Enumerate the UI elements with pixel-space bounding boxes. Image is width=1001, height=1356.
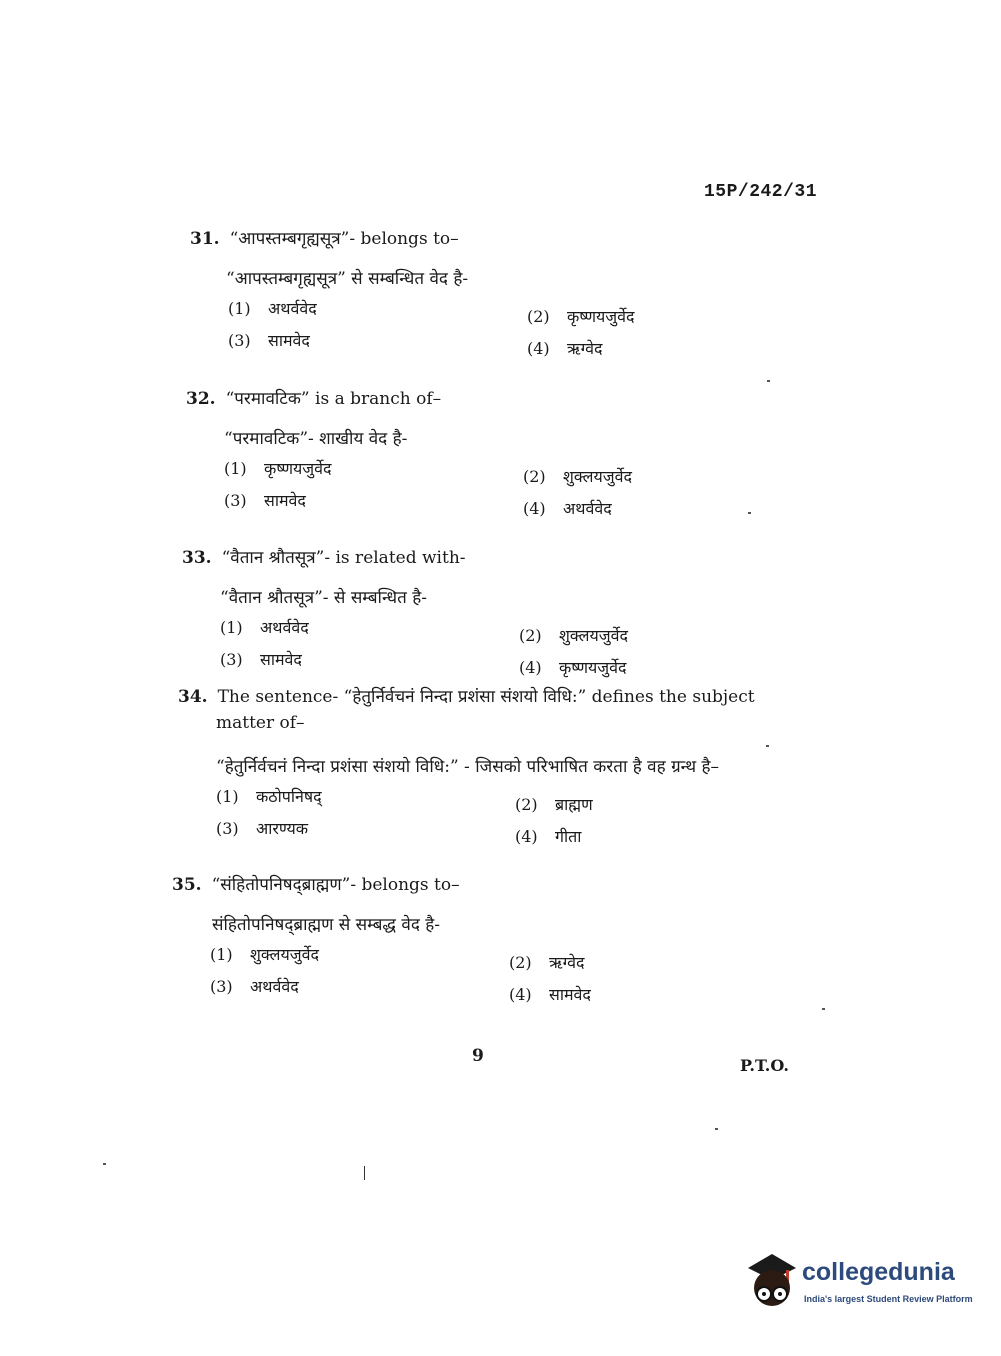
question-number: 32. <box>186 389 216 409</box>
question-text-hindi: “हेतुर्निर्वचनं निन्दा प्रशंसा संशयो विधि:” - जिसको परिभाषित करता है वह ग्रन्थ है– <box>216 757 719 777</box>
option-2 <box>515 793 593 815</box>
question-33 <box>182 545 832 680</box>
question-text-english: “परमावटिक” is a branch of– <box>225 389 442 409</box>
option-text: शुक्लयजुर्वेद <box>250 945 319 964</box>
option-text: कृष्णयजुर्वेद <box>567 307 635 326</box>
question-number: 33. <box>182 548 212 568</box>
option-1 <box>220 616 309 638</box>
page-number: 9 <box>472 1046 484 1066</box>
question-text-hindi: संहितोपनिषद्ब्राह्मण से सम्बद्ध वेद है- <box>212 915 441 935</box>
option-number: (3) <box>216 819 239 838</box>
option-text: सामवेद <box>549 985 591 1004</box>
question-text-english: “आपस्तम्बगृह्यसूत्र”- belongs to– <box>229 229 459 249</box>
option-3 <box>210 975 299 997</box>
question-text-hindi: “वैतान श्रौतसूत्र”- से सम्बन्धित है- <box>220 588 427 608</box>
scan-speck <box>715 1128 718 1130</box>
option-1 <box>228 297 317 319</box>
option-number: (4) <box>527 339 550 358</box>
option-4 <box>519 656 627 678</box>
option-3 <box>224 489 306 511</box>
question-number: 35. <box>172 875 202 895</box>
question-english <box>172 872 822 898</box>
option-number: (3) <box>210 977 233 996</box>
question-text-hindi: “परमावटिक”- शाखीय वेद है- <box>224 429 408 449</box>
question-text-hindi: “आपस्तम्बगृह्यसूत्र” से सम्बन्धित वेद है- <box>226 269 469 289</box>
question-35 <box>172 872 822 1007</box>
option-4 <box>515 825 581 847</box>
option-1 <box>224 457 332 479</box>
option-number: (2) <box>527 307 550 326</box>
brand-name: collegedunia <box>802 1258 955 1286</box>
options-list <box>178 785 808 849</box>
question-english <box>182 545 832 571</box>
option-number: (1) <box>210 945 233 964</box>
option-2 <box>509 951 585 973</box>
option-text: ऋग्वेद <box>549 953 585 972</box>
question-english <box>190 226 840 252</box>
option-2 <box>523 465 632 487</box>
option-number: (1) <box>216 787 239 806</box>
paper-code: 15P/242/31 <box>704 182 818 202</box>
question-number: 31. <box>190 229 220 249</box>
question-text-english: “वैतान श्रौतसूत्र”- is related with- <box>221 548 466 568</box>
option-number: (2) <box>523 467 546 486</box>
option-text: अथर्ववेद <box>563 499 612 518</box>
option-number: (1) <box>228 299 251 318</box>
scan-speck <box>822 1008 825 1010</box>
option-text: ब्राह्मण <box>555 795 593 814</box>
option-3 <box>220 648 302 670</box>
option-4 <box>527 337 603 359</box>
option-number: (2) <box>515 795 538 814</box>
brand-tagline: India's largest Student Review Platform <box>804 1294 973 1304</box>
option-text: सामवेद <box>264 491 306 510</box>
option-text: शुक्लयजुर्वेद <box>563 467 632 486</box>
scan-speck <box>766 745 769 747</box>
option-number: (1) <box>224 459 247 478</box>
options-list <box>182 616 832 680</box>
option-text: कृष्णयजुर्वेद <box>559 658 627 677</box>
option-number: (4) <box>509 985 532 1004</box>
mascot-icon <box>742 1248 800 1310</box>
options-list <box>186 457 836 521</box>
option-2 <box>527 305 635 327</box>
option-number: (3) <box>224 491 247 510</box>
option-3 <box>216 817 308 839</box>
option-number: (2) <box>509 953 532 972</box>
option-text: ऋग्वेद <box>567 339 603 358</box>
option-text: गीता <box>555 827 582 846</box>
option-4 <box>523 497 612 519</box>
question-english <box>178 684 808 736</box>
question-number: 34. <box>178 687 208 707</box>
option-4 <box>509 983 591 1005</box>
option-1 <box>216 785 322 807</box>
option-text: सामवेद <box>260 650 302 669</box>
option-text: अथर्ववेद <box>250 977 299 996</box>
option-text: शुक्लयजुर्वेद <box>559 626 628 645</box>
scan-speck <box>767 380 770 382</box>
option-text: कठोपनिषद् <box>256 787 322 806</box>
option-text: अथर्ववेद <box>268 299 317 318</box>
scan-mark <box>364 1166 365 1180</box>
option-text: कृष्णयजुर्वेद <box>264 459 332 478</box>
collegedunia-logo <box>742 1248 973 1314</box>
option-2 <box>519 624 628 646</box>
option-number: (3) <box>228 331 251 350</box>
options-list <box>190 297 840 361</box>
option-number: (4) <box>515 827 538 846</box>
question-english <box>186 386 836 412</box>
question-32 <box>186 386 836 521</box>
option-number: (4) <box>519 658 542 677</box>
question-text-english: “संहितोपनिषद्ब्राह्मण”- belongs to– <box>211 875 460 895</box>
option-3 <box>228 329 310 351</box>
option-text: सामवेद <box>268 331 310 350</box>
option-number: (3) <box>220 650 243 669</box>
scan-speck <box>103 1163 106 1165</box>
options-list <box>172 943 822 1007</box>
option-text: आरण्यक <box>256 819 309 838</box>
pto-label: P.T.O. <box>740 1056 789 1075</box>
option-text: अथर्ववेद <box>260 618 309 637</box>
option-number: (2) <box>519 626 542 645</box>
option-1 <box>210 943 319 965</box>
question-text-english: The sentence- “हेतुर्निर्वचनं निन्दा प्रशंसा संशयो विधि:” defines the subject matter of– <box>216 687 755 733</box>
option-number: (1) <box>220 618 243 637</box>
scan-speck <box>748 512 751 514</box>
option-number: (4) <box>523 499 546 518</box>
question-34 <box>178 684 808 849</box>
question-31 <box>190 226 840 361</box>
